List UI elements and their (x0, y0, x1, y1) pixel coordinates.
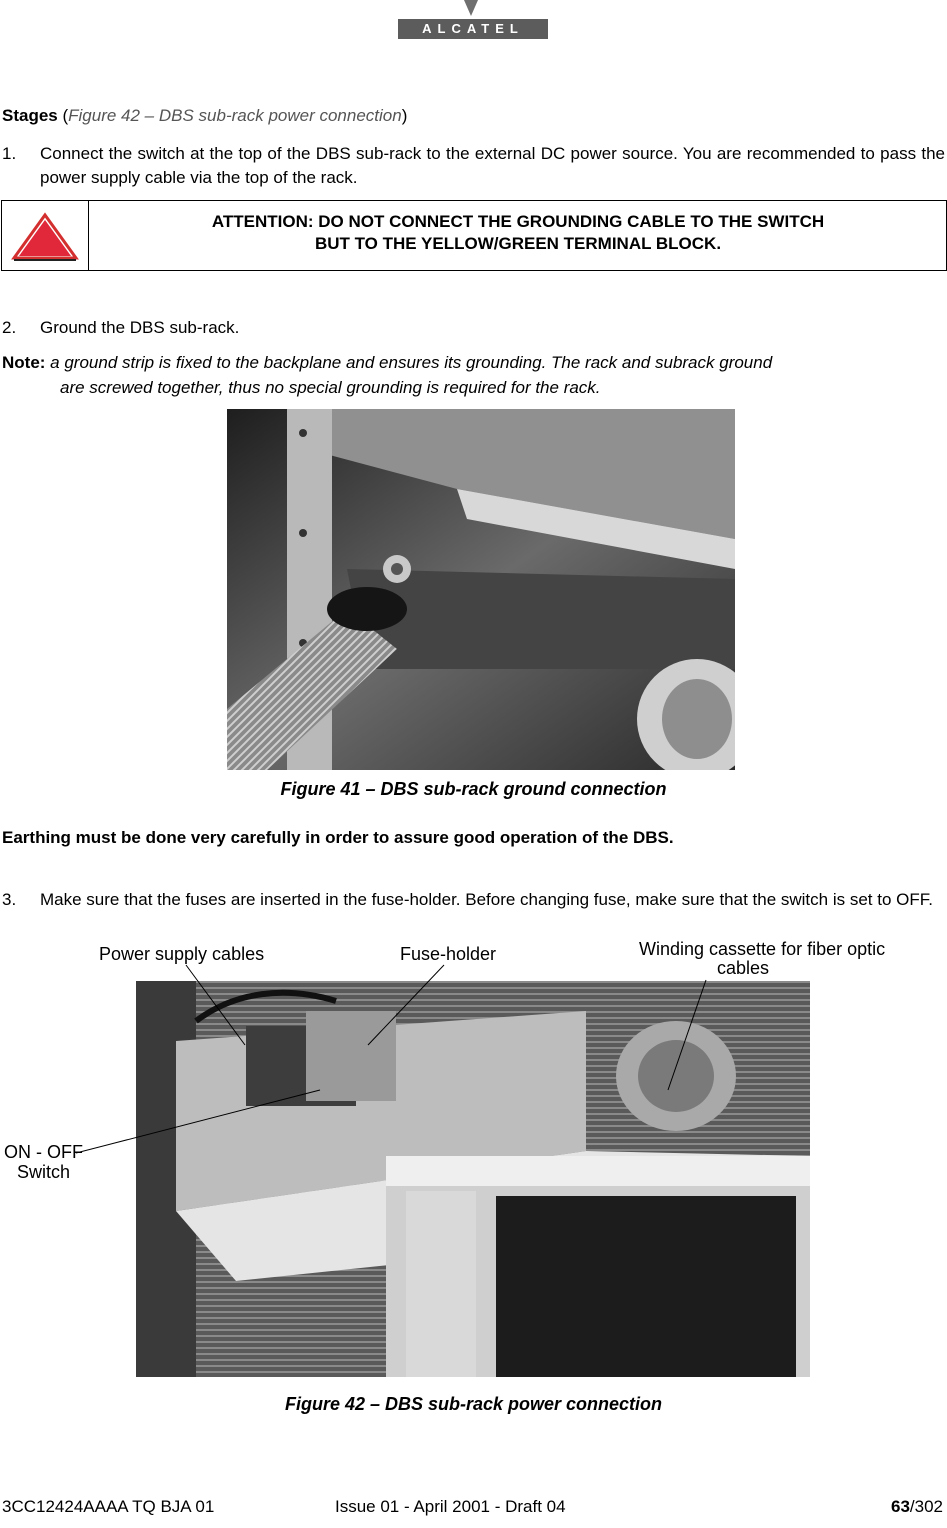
stages-label: Stages (2, 106, 58, 125)
footer-doc-ref: 3CC12424AAAA TQ BJA 01 (2, 1497, 215, 1516)
stages-figure-ref: Figure 42 – DBS sub-rack power connection (68, 106, 402, 125)
label-on-off-line-2: Switch (17, 1162, 71, 1182)
stages-paren-open: ( (57, 106, 69, 125)
stages-paren-close: ) (401, 106, 408, 125)
earthing-statement: Earthing must be done very carefully in order to assure good operation of the DBS. (2, 828, 674, 847)
footer-page-total: /302 (909, 1497, 943, 1516)
figure-42-caption: Figure 42 – DBS sub-rack power connection (284, 1394, 663, 1414)
leader-fuse-holder (368, 965, 444, 1045)
logo-text: ALCATEL (398, 19, 548, 39)
leader-winding-cassette (668, 980, 706, 1090)
footer-page-number (891, 1497, 943, 1517)
step-2-number: 2. (2, 318, 17, 337)
label-on-off-line-1: ON - OFF (4, 1142, 83, 1162)
label-fuse-holder: Fuse-holder (400, 944, 497, 964)
step-3-number: 3. (2, 890, 17, 909)
attention-line-2: BUT TO THE YELLOW/GREEN TERMINAL BLOCK. (314, 234, 722, 253)
footer-issue: Issue 01 - April 2001 - Draft 04 (335, 1497, 566, 1516)
label-power-supply-cables: Power supply cables (99, 944, 265, 964)
footer-page-current: 63 (890, 1497, 910, 1516)
note-line-2: are screwed together, thus no special grounding is required for the rack. (60, 378, 601, 397)
note-line-1: a ground strip is fixed to the backplane and ensures its grounding. The rack and subrack ground (45, 353, 773, 372)
step-3-text: Make sure that the fuses are inserted in the fuse-holder. Before changing fuse, make sure that the switch is set to OFF. (40, 890, 933, 909)
step-1-text: Connect the switch at the top of the DBS sub-rack to the external DC power source. You are recommended to pass the power supply cable via the top of the rack. (40, 144, 945, 187)
attention-line-1: ATTENTION: DO NOT CONNECT THE GROUNDING CABLE TO THE SWITCH (211, 212, 825, 231)
leader-power-cables (186, 965, 245, 1045)
step-1-number: 1. (2, 144, 17, 163)
figure-41-caption: Figure 41 – DBS sub-rack ground connection (280, 779, 667, 799)
note-label: Note: (2, 353, 46, 372)
step-2-text: Ground the DBS sub-rack. (40, 318, 240, 337)
label-winding-cassette-line-2: cables (717, 958, 770, 978)
label-winding-cassette-line-1: Winding cassette for fiber optic (639, 939, 886, 959)
leader-on-off-switch (76, 1090, 320, 1153)
